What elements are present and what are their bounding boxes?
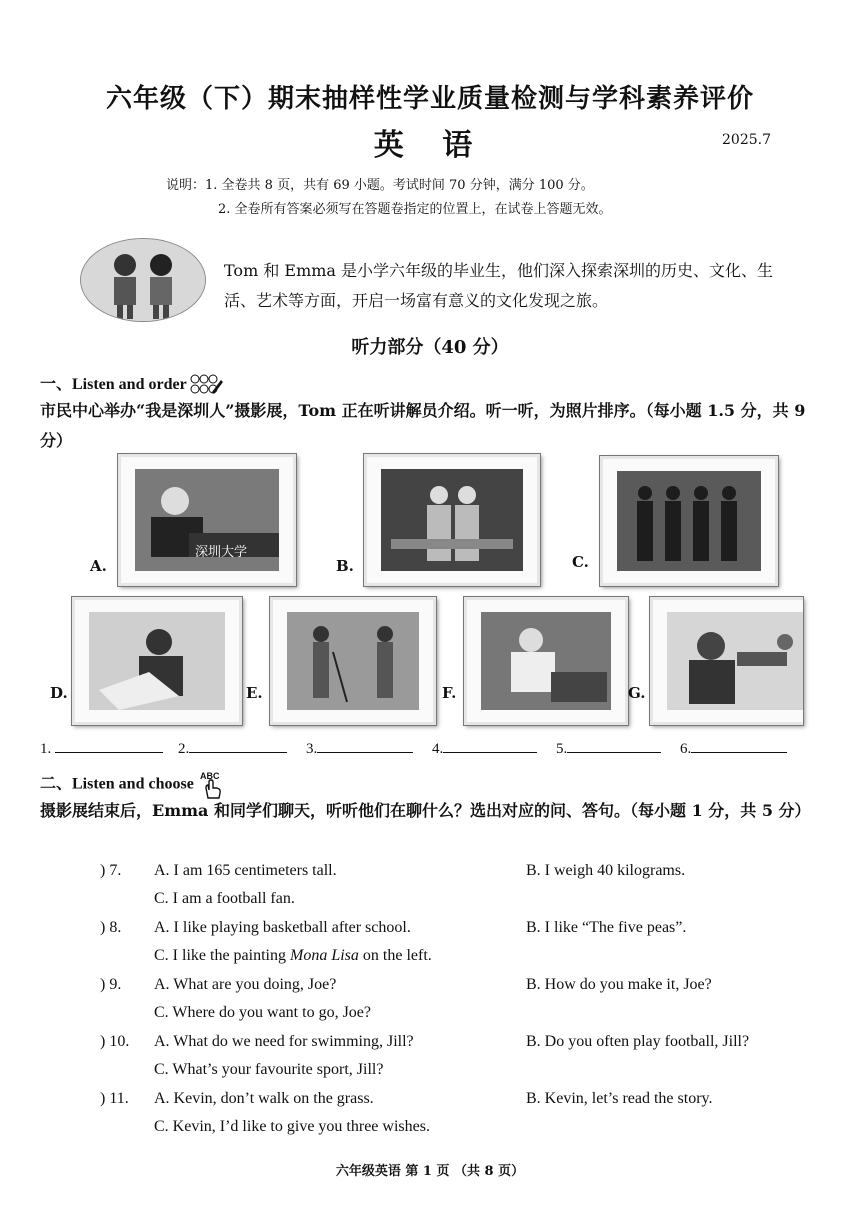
blank-number: 6. xyxy=(680,741,692,757)
photo-f xyxy=(464,597,628,725)
part1-instruction: 市民中心举办“我是深圳人”摄影展，Tom 正在听讲解员介绍。听一听，为照片排序。（每小题 1.5 分，共 9 分） xyxy=(40,401,806,450)
question-10-option-b[interactable]: B. Do you often play football, Jill? xyxy=(526,1033,750,1050)
exam-date: 2025.7 xyxy=(722,132,771,148)
notes-item-1: 1. 全卷共 8 页，共有 69 小题。考试时间 70 分钟，满分 100 分。 xyxy=(205,178,594,193)
question-9-option-b[interactable]: B. How do you make it, Joe? xyxy=(526,976,712,993)
question-10-option-a[interactable]: A. What do we need for swimming, Jill? xyxy=(154,1033,414,1050)
question-9-option-a[interactable]: A. What are you doing, Joe? xyxy=(154,976,337,993)
part1-heading xyxy=(40,371,224,396)
photo-label-d: D. xyxy=(50,684,68,702)
question-11-number: ) 11. xyxy=(100,1090,129,1107)
question-10-number: ) 10. xyxy=(100,1033,130,1050)
photo-a xyxy=(118,454,296,586)
part1-heading-text: 一、Listen and order xyxy=(40,376,187,393)
students-illustration xyxy=(80,238,206,322)
photo-label-b: B. xyxy=(336,557,354,575)
question-8-number: ) 8. xyxy=(100,919,122,936)
question-11-option-b[interactable]: B. Kevin, let’s read the story. xyxy=(526,1090,713,1107)
photo-label-g: G. xyxy=(628,684,646,702)
option-text: C. I like the painting xyxy=(154,947,290,964)
blank-number: 5. xyxy=(556,741,568,757)
painting-title: Mona Lisa xyxy=(289,947,359,964)
question-8-option-c[interactable] xyxy=(154,947,432,965)
blank-number: 4. xyxy=(432,741,444,757)
question-10-option-c[interactable]: C. What’s your favourite sport, Jill? xyxy=(154,1061,384,1078)
subject-title: 英 语 xyxy=(373,128,487,163)
blank-number: 1. xyxy=(40,741,52,757)
exam-title: 六年级（下）期末抽样性学业质量检测与学科素养评价 xyxy=(105,84,754,114)
answer-blank-4[interactable] xyxy=(432,738,537,758)
part2-heading-text: 二、Listen and choose xyxy=(40,775,194,793)
photo-g xyxy=(650,597,803,725)
intro-paragraph: Tom 和 Emma 是小学六年级的毕业生，他们深入探索深圳的历史、文化、生活、艺术等方面，开启一场富有意义的文化发现之旅。 xyxy=(224,261,774,310)
question-7-option-c[interactable]: C. I am a football fan. xyxy=(154,890,295,907)
question-7-number: ) 7. xyxy=(100,862,122,879)
question-8-option-b[interactable]: B. I like “The five peas”. xyxy=(526,919,687,936)
blank-number: 2. xyxy=(178,741,190,757)
question-8-option-a[interactable]: A. I like playing basketball after school. xyxy=(154,919,411,936)
abc-pencil-icon xyxy=(190,374,224,396)
question-9-number: ) 9. xyxy=(100,976,122,993)
photo-label-c: C. xyxy=(572,553,589,571)
svg-text:ABC: ABC xyxy=(199,771,220,781)
photo-d xyxy=(72,597,242,725)
question-7-option-b[interactable]: B. I weigh 40 kilograms. xyxy=(526,862,686,879)
blank-number: 3. xyxy=(306,741,318,757)
notes-line-1 xyxy=(166,174,594,193)
answer-blank-2[interactable] xyxy=(178,738,287,758)
answer-blank-3[interactable] xyxy=(306,738,413,758)
notes-line-2: 2. 全卷所有答案必须写在答题卷指定的位置上，在试卷上答题无效。 xyxy=(218,202,612,217)
answer-blank-6[interactable] xyxy=(680,738,787,758)
photo-a-caption: 深圳大学 xyxy=(195,545,248,560)
listening-section-title: 听力部分（40 分） xyxy=(351,337,509,358)
page-footer: 六年级英语 第 1 页 （共 8 页） xyxy=(335,1164,525,1179)
photo-label-a: A. xyxy=(90,557,107,575)
photo-c xyxy=(600,456,778,586)
part2-instruction: 摄影展结束后，Emma 和同学们聊天，听听他们在聊什么？选出对应的问、答句。（每小题 1 分，共 5 分） xyxy=(40,801,811,820)
question-9-option-c[interactable]: C. Where do you want to go, Joe? xyxy=(154,1004,371,1021)
question-11-option-c[interactable]: C. Kevin, I’d like to give you three wishes. xyxy=(154,1118,430,1135)
notes-prefix: 说明： xyxy=(166,178,206,193)
answer-blank-1[interactable] xyxy=(40,738,163,758)
photo-b xyxy=(364,454,540,586)
photo-e xyxy=(270,597,436,725)
photo-label-f: F. xyxy=(442,684,457,702)
photo-label-e: E. xyxy=(246,684,263,702)
option-text: on the left. xyxy=(358,947,432,964)
question-7-option-a[interactable]: A. I am 165 centimeters tall. xyxy=(154,862,337,879)
answer-blank-5[interactable] xyxy=(556,738,661,758)
question-11-option-a[interactable]: A. Kevin, don’t walk on the grass. xyxy=(154,1090,374,1107)
